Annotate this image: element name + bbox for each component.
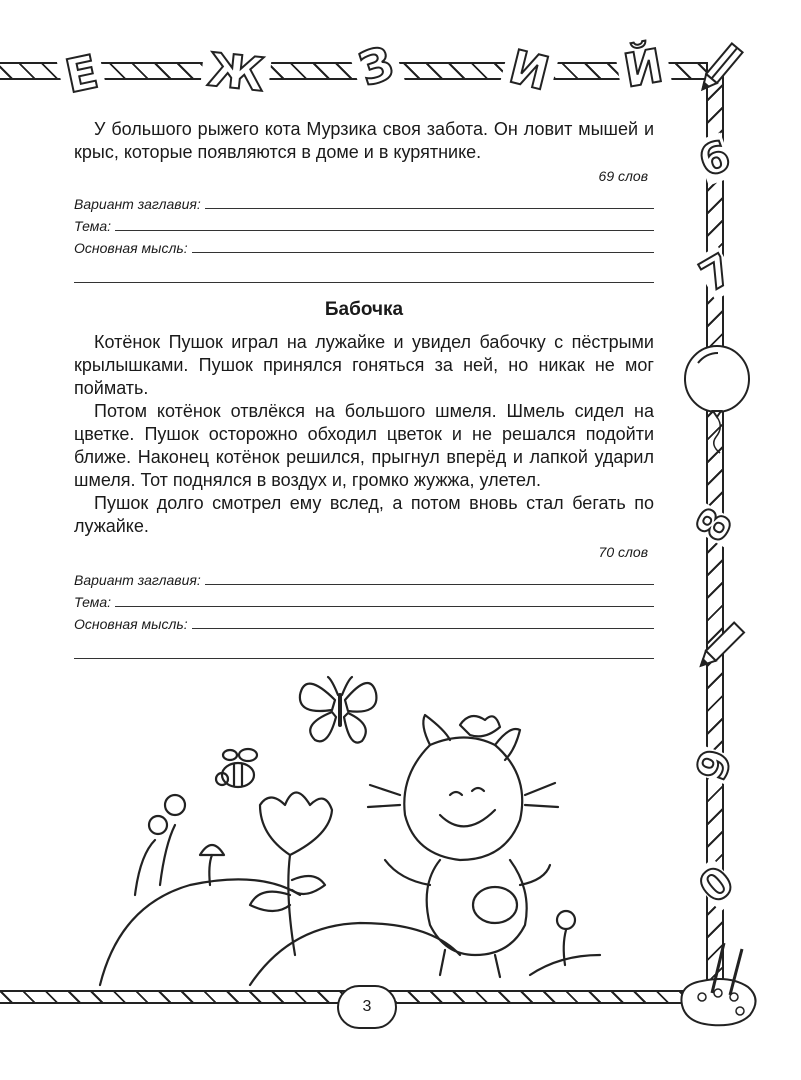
digit-decor: 0: [689, 856, 744, 913]
letter-decor: И: [498, 39, 560, 102]
kitten-illustration: [100, 655, 600, 990]
balloon-icon: [682, 345, 752, 455]
alphabet-letters-row: [0, 22, 801, 112]
field-label: Вариант заглавия:: [74, 196, 201, 212]
flower-icon: [135, 795, 224, 895]
answer-line: [192, 628, 654, 629]
topic-field: [74, 588, 654, 610]
answer-line: [192, 252, 654, 253]
answer-line: [205, 208, 654, 209]
letter-decor: З: [347, 34, 406, 97]
text-paragraph: Котёнок Пушок играл на лужайке и увидел бабочку с пёстрыми крылышками. Пушок принялся гоняться за ней, но никак не мог поймать.: [74, 332, 654, 398]
text-paragraph: Пушок долго смотрел ему вслед, а потом вновь стал бегать по лужайке.: [74, 493, 654, 536]
letter-decor: Ж: [199, 43, 272, 102]
field-label: Вариант заглавия:: [74, 572, 201, 588]
story-title: Бабочка: [324, 299, 404, 320]
page-content: [74, 118, 654, 659]
field-label: Тема:: [74, 218, 111, 234]
letter-decor: Е: [55, 44, 108, 104]
field-label: Тема:: [74, 594, 111, 610]
answer-line: [115, 230, 654, 231]
hill-shape: [100, 879, 300, 985]
pencil-icon: [690, 40, 750, 100]
main-idea-field: [74, 610, 654, 632]
title-variant-field: [74, 190, 654, 212]
digit-decor: 8: [685, 499, 743, 550]
digit-decor: 7: [691, 244, 742, 302]
paint-palette-icon: [672, 935, 762, 1030]
pencil-icon: [690, 618, 750, 678]
kitten-icon: [368, 715, 558, 977]
digit-decor: 6: [692, 130, 737, 187]
letter-decor: Й: [614, 38, 673, 98]
page-number: 3: [337, 985, 397, 1029]
word-count: 70 слов: [598, 544, 648, 560]
word-count: 69 слов: [598, 168, 648, 184]
field-label: Основная мысль:: [74, 240, 188, 256]
answer-line: [74, 256, 654, 283]
text-paragraph: Потом котёнок отвлёкся на большого шмеля. Шмель сидел на цветке. Пушок осторожно обходил цветок и не решался подойти ближе. Наконец котёнок решился, прыгнул вперёд и лапкой ударил шмеля. Тот поднялся в воздух и, громко жужжа, улетел.: [74, 401, 654, 490]
answer-line: [115, 606, 654, 607]
digit-decor: 9: [686, 742, 743, 787]
butterfly-icon: [300, 677, 377, 743]
text-paragraph: У большого рыжего кота Мурзика своя забота. Он ловит мышей и крыс, которые появляются в доме и в курятнике.: [74, 119, 654, 162]
main-idea-field: [74, 234, 654, 256]
topic-field: [74, 212, 654, 234]
field-label: Основная мысль:: [74, 616, 188, 632]
bee-icon: [216, 749, 257, 787]
answer-line: [205, 584, 654, 585]
title-variant-field: [74, 566, 654, 588]
